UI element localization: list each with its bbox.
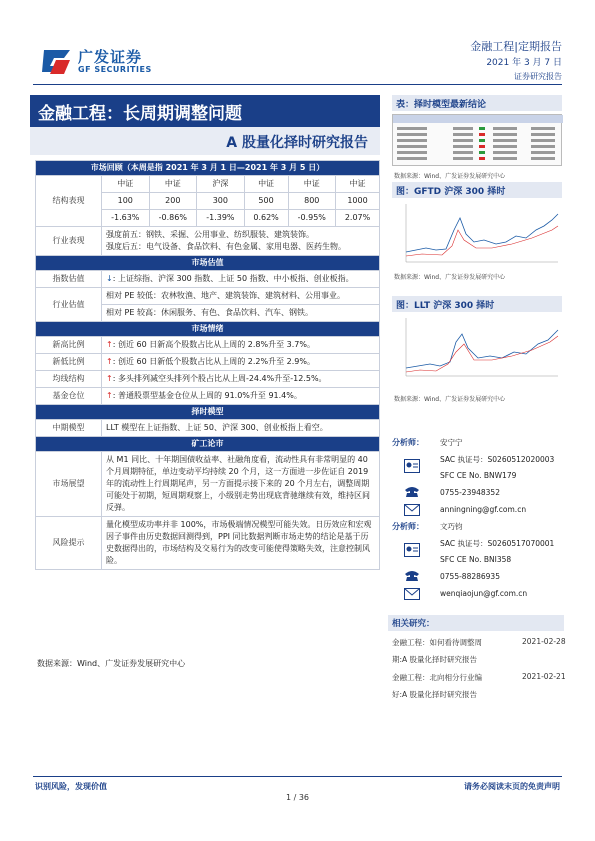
index-valuation-cell: ↓: 上证综指、沪深 300 指数、上证 50 指数、中小板指、创业板指。 xyxy=(102,271,380,288)
id-card-icon xyxy=(404,459,420,473)
footer-disclaimer-notice: 请务必阅读末页的免责声明 xyxy=(464,782,560,791)
chart2-data-source: 数据来源：Wind、广发证券发展研究中心 xyxy=(394,396,506,403)
timing-table-thumbnail-graphic xyxy=(393,115,563,167)
industry-valuation-label: 行业估值 xyxy=(36,288,102,322)
industry-valuation-high: 相对 PE 较高：休闲服务、有色、食品饮料、汽车、钢铁。 xyxy=(102,305,380,322)
analyst-sfc: SFC CE No. BNI358 xyxy=(440,555,512,564)
analyst-name: 安宁宁 xyxy=(440,438,463,447)
index-return: 2.07% xyxy=(336,210,380,227)
report-department: 证券研究报告 xyxy=(514,72,562,81)
gf-logo-icon xyxy=(40,46,74,78)
email-icon xyxy=(404,504,420,516)
phone-icon xyxy=(404,570,420,582)
arrow-down-icon: ↓ xyxy=(106,274,113,283)
related-item-date: 2021-02-28 xyxy=(522,637,566,646)
timing-label: 中期模型 xyxy=(36,420,102,437)
analyst-email[interactable]: wenqiaojun@gf.com.cn xyxy=(440,589,528,598)
analyst-sfc: SFC CE No. BNW179 xyxy=(440,471,517,480)
index-code: 300 xyxy=(197,193,245,210)
risk-text: 量化模型成功率并非 100%，市场极端情况模型可能失效。日历效应和宏观因子事件由历史数据回测得到，PPI 同比数据判断市场走势的结论是基于历史数据得出的，市场结构及交易行为的改变可能使得策略失效，注意控制风险。 xyxy=(102,517,380,570)
gftd-chart-heading: 图：GFTD 沪深 300 择时 xyxy=(392,182,562,198)
analyst-phone: 0755-88286935 xyxy=(440,572,500,581)
related-item-date: 2021-02-21 xyxy=(522,672,566,681)
sentiment-cell: ↑: 创近 60 日新高个股数占比从上周的 2.8%升至 3.7%。 xyxy=(102,337,380,354)
risk-label: 风险提示 xyxy=(36,517,102,570)
sentiment-text: 普通股票型基金仓位从上周的 91.0%升至 91.4%。 xyxy=(117,391,302,400)
brand-logo-block xyxy=(40,46,170,78)
sentiment-text: 创近 60 日新高个股数占比从上周的 2.8%升至 3.7%。 xyxy=(117,340,315,349)
report-date: 2021 年 3 月 7 日 xyxy=(486,58,562,68)
analyst-role: 分析师： xyxy=(392,438,424,447)
llt-chart-heading: 图：LLT 沪深 300 择时 xyxy=(392,296,562,312)
index-code: 500 xyxy=(244,193,288,210)
index-return: 0.62% xyxy=(244,210,288,227)
header-divider xyxy=(33,84,562,85)
sentiment-label: 基金仓位 xyxy=(36,388,102,405)
industry-strong: 强度前五：钢铁、采掘、公用事业、纺织服装、建筑装饰。 xyxy=(106,230,314,239)
sentiment-text: 创近 60 日新低个股数占比从上周的 2.2%升至 2.9%。 xyxy=(117,357,315,366)
brand-english-name: GF SECURITIES xyxy=(78,65,152,74)
related-item-subtitle[interactable]: 好:A 股量化择时研究报告 xyxy=(392,690,478,699)
related-research-heading: 相关研究： xyxy=(388,615,564,631)
index-name: 中证 xyxy=(149,176,197,193)
outlook-text: 从 M1 同比、十年期国债收益率、社融角度看，流动性具有非常明显的 40 个月周期特征，单边变动平均持续 20 个月，这一方面进一步佐证自 2019 年的流动性上行周期尾声，另一方面提示接下来的 20 个月左右，调整周期可能处于初期，短周期观察上，小级别走势出现底背驰继续有效，维持区间反弹。 xyxy=(102,452,380,517)
timing-table-heading: 表：择时模型最新结论 xyxy=(392,95,562,111)
report-title: 金融工程：长周期调整问题 xyxy=(38,104,242,124)
sentiment-cell: ↑: 创近 60 日新低个股数占比从上周的 2.2%升至 2.9%。 xyxy=(102,354,380,371)
index-return: -1.63% xyxy=(102,210,150,227)
section-valuation: 市场估值 xyxy=(36,256,380,271)
related-item-subtitle[interactable]: 期:A 股量化择时研究报告 xyxy=(392,655,478,664)
report-subtitle: A 股量化择时研究报告 xyxy=(30,127,380,155)
index-return: -1.39% xyxy=(197,210,245,227)
index-name: 沪深 xyxy=(197,176,245,193)
arrow-up-icon: ↑ xyxy=(106,391,113,400)
industry-label: 行业表现 xyxy=(36,227,102,256)
brand-name: 广发证券 xyxy=(78,48,143,66)
sentiment-cell: ↑: 多头排列减空头排列个股占比从上周-24.4%升至-12.5%。 xyxy=(102,371,380,388)
sentiment-label: 新低比例 xyxy=(36,354,102,371)
llt-hs300-chart xyxy=(392,314,562,384)
chart1-data-source: 数据来源：Wind、广发证券发展研究中心 xyxy=(394,274,506,281)
sentiment-text: 多头排列减空头排列个股占比从上周-24.4%升至-12.5%。 xyxy=(117,374,327,383)
sentiment-label: 新高比例 xyxy=(36,337,102,354)
index-valuation-text: 上证综指、沪深 300 指数、上证 50 指数、中小板指、创业板指。 xyxy=(117,274,354,283)
index-name: 中证 xyxy=(336,176,380,193)
index-name: 中证 xyxy=(244,176,288,193)
left-data-source: 数据来源：Wind、广发证券发展研究中心 xyxy=(37,659,186,668)
industry-weak: 强度后五：电气设备、食品饮料、有色金属、家用电器、医药生物。 xyxy=(106,242,346,251)
industry-performance xyxy=(102,227,380,256)
footer-divider xyxy=(33,776,562,777)
id-card-icon xyxy=(404,543,420,557)
index-code: 200 xyxy=(149,193,197,210)
index-return: -0.86% xyxy=(149,210,197,227)
phone-icon xyxy=(404,486,420,498)
outlook-label: 市场展望 xyxy=(36,452,102,517)
index-code: 800 xyxy=(288,193,336,210)
arrow-up-icon: ↑ xyxy=(106,340,113,349)
report-type: 金融工程|定期报告 xyxy=(470,40,562,53)
analyst-sac: SAC 执证号：S0260517070001 xyxy=(440,539,555,548)
related-item-title[interactable]: 金融工程：北向相分行业编 xyxy=(392,673,482,682)
analyst-name: 文巧钧 xyxy=(440,522,463,531)
gftd-hs300-chart xyxy=(392,200,562,270)
timing-table-thumbnail xyxy=(392,114,562,166)
arrow-up-icon: ↑ xyxy=(106,357,113,366)
index-valuation-label: 指数估值 xyxy=(36,271,102,288)
index-return: -0.95% xyxy=(288,210,336,227)
section-timing-model: 择时模型 xyxy=(36,405,380,420)
section-outlook: 矿工论市 xyxy=(36,437,380,452)
table-data-source: 数据来源：Wind、广发证券发展研究中心 xyxy=(394,173,506,180)
analyst-sac: SAC 执证号：S0260512020003 xyxy=(440,455,555,464)
industry-valuation-low: 相对 PE 较低：农林牧渔、地产、建筑装饰、建筑材料、公用事业。 xyxy=(102,288,380,305)
analyst-email[interactable]: anningning@gf.com.cn xyxy=(440,505,527,514)
timing-text: LLT 模型在上证指数、上证 50、沪深 300、创业板指上看空。 xyxy=(102,420,380,437)
related-item-title[interactable]: 金融工程：如何看待调整周 xyxy=(392,638,482,647)
index-name: 中证 xyxy=(288,176,336,193)
index-code: 1000 xyxy=(336,193,380,210)
footer-slogan: 识别风险，发现价值 xyxy=(35,782,107,791)
sentiment-cell: ↑: 普通股票型基金仓位从上周的 91.0%升至 91.4%。 xyxy=(102,388,380,405)
page-number: 1 / 36 xyxy=(285,793,310,802)
analyst-role: 分析师： xyxy=(392,522,424,531)
index-name: 中证 xyxy=(102,176,150,193)
email-icon xyxy=(404,588,420,600)
section-sentiment: 市场情绪 xyxy=(36,322,380,337)
analyst-phone: 0755-23948352 xyxy=(440,488,500,497)
structure-label: 结构表现 xyxy=(36,176,102,227)
sentiment-label: 均线结构 xyxy=(36,371,102,388)
index-code: 100 xyxy=(102,193,150,210)
title-band xyxy=(30,95,380,127)
summary-table xyxy=(35,160,380,570)
arrow-up-icon: ↑ xyxy=(106,374,113,383)
section-market-review: 市场回顾（本周是指 2021 年 3 月 1 日—2021 年 3 月 5 日） xyxy=(36,161,380,176)
